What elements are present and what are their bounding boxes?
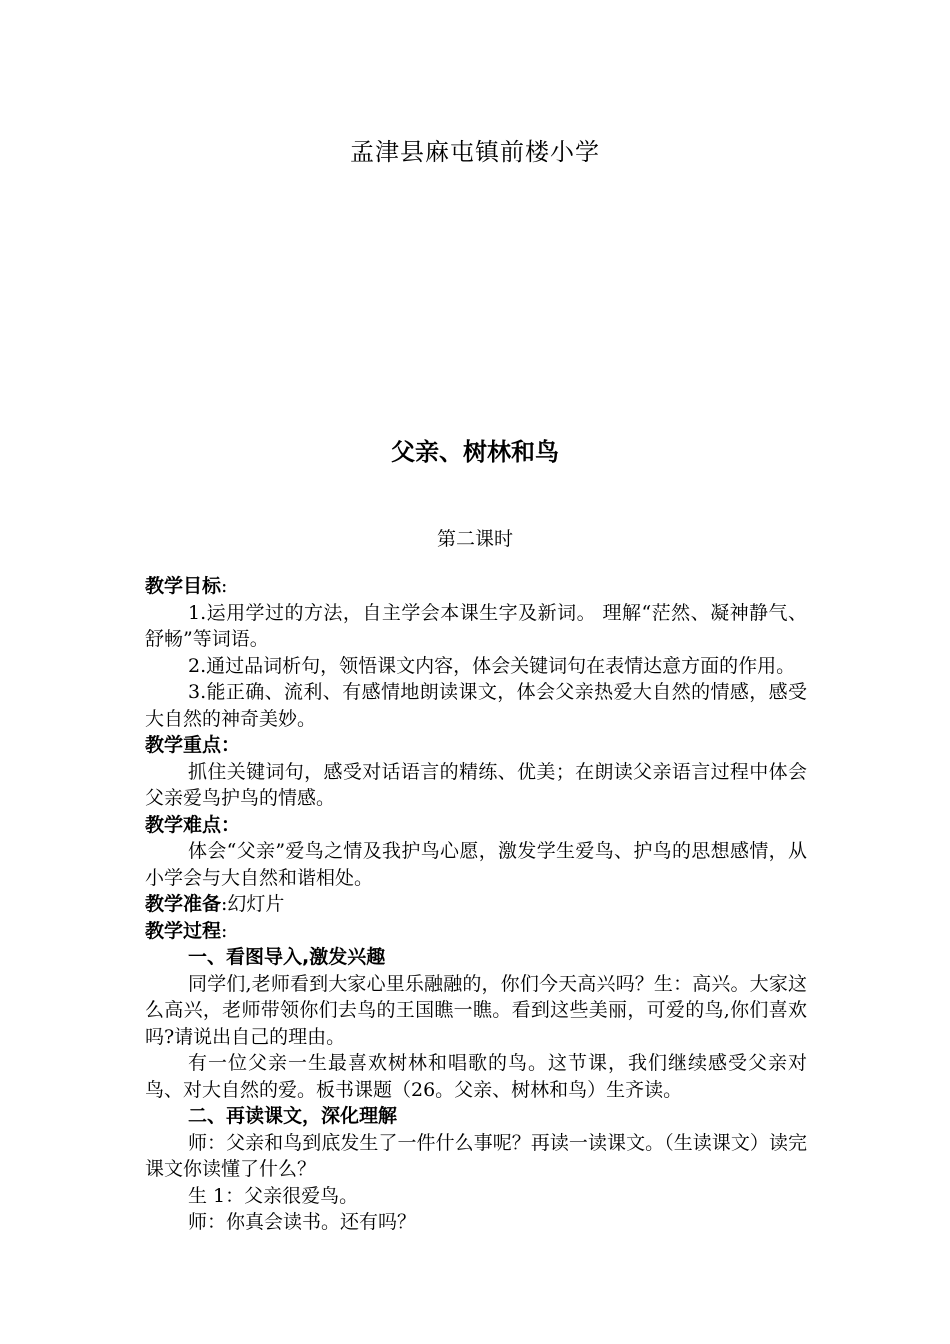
objectives-heading [145,573,807,600]
difficulties-heading: 教学难点： [145,813,241,836]
school-name: 孟津县麻屯镇前楼小学 [350,138,600,166]
lesson-period: 第二课时 [436,528,513,550]
lesson-title: 父亲、树林和鸟 [391,438,559,466]
objective-item: 3.能正确、流利、有感情地朗读课文，体会父亲热爱大自然的情感，感受大自然的神奇美妙。 [145,681,807,730]
key-points-heading: 教学重点： [145,734,241,756]
process-label: 教学过程 [145,919,222,942]
process-paragraph: 有一位父亲一生最喜欢树林和唱歌的鸟。这节课，我们继续感受父亲对鸟、对大自然的爱。板书课题（26。父亲、树林和鸟）生齐读。 [145,1052,807,1101]
objectives-suffix: : [221,575,228,597]
preparation-value: :幻灯片 [221,893,285,915]
objectives-label: 教学目标 [145,575,222,597]
process-paragraph: 师：父亲和鸟到底发生了一件什么事呢？再读一读课文。（生读课文）读完课文你读懂了什么？ [145,1131,807,1180]
process-heading [145,918,807,945]
process-paragraph: 生 1：父亲很爱鸟。 [188,1184,359,1207]
difficulties-text: 体会“父亲”爱鸟之情及我护鸟心愿，激发学生爱鸟、护鸟的思想感情，从小学会与大自然和谐相处。 [145,840,807,889]
process-part2-heading: 二、再读课文，深化理解 [188,1105,398,1127]
objective-item: 2.通过品词析句，领悟课文内容，体会关键词句在表情达意方面的作用。 [188,654,796,677]
process-suffix: : [221,919,228,942]
process-paragraph: 师：你真会读书。还有吗？ [188,1211,417,1233]
process-paragraph: 同学们,老师看到大家心里乐融融的，你们今天高兴吗？生：高兴。大家这么高兴，老师带领你们去鸟的王国瞧一瞧。看到这些美丽，可爱的鸟,你们喜欢吗?请说出自己的理由。 [145,972,807,1048]
key-points-text: 抓住关键词句，感受对话语言的精练、优美；在朗读父亲语言过程中体会父亲爱鸟护鸟的情感。 [145,760,807,809]
lesson-body [145,573,807,1236]
objective-item: 1.运用学过的方法，自主学会本课生字及新词。 理解“茫然、凝神静气、舒畅”等词语。 [145,601,807,650]
preparation-label: 教学准备 [145,893,222,915]
process-part1-heading: 一、看图导入,激发兴趣 [188,946,386,968]
preparation-line [145,891,807,918]
